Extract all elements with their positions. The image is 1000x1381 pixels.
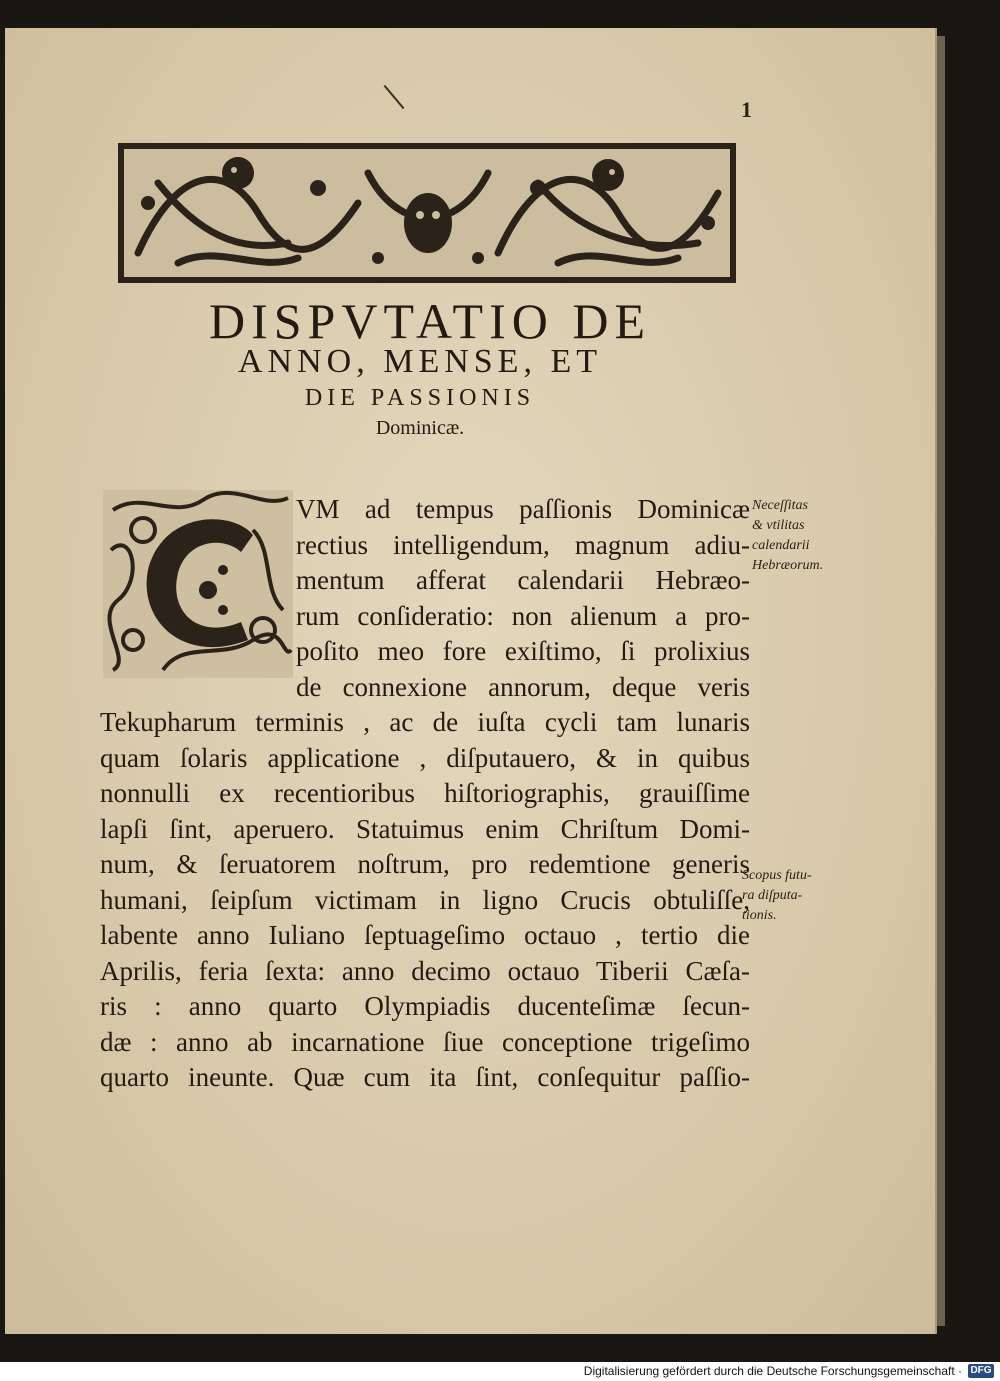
- title-line-4: Dominicæ.: [375, 417, 465, 439]
- text-line: lapſi ſint, aperuero. Statuimus enim Chriſtum Domi-: [100, 813, 750, 844]
- text-line: poſito meo fore exiſtimo, ſi prolixius: [296, 636, 750, 666]
- margin-note-line: ra diſputa-: [742, 888, 803, 903]
- text-line: quarto ineunte. Quæ cum ita ſint, conſequitur paſſio-: [100, 1062, 750, 1092]
- text-line: quam ſolaris applicatione , diſputauero, & in quibus: [100, 742, 750, 773]
- title-line-3: DIE PASSIONIS: [304, 385, 536, 411]
- margin-note-line: Hebræorum.: [752, 558, 824, 573]
- text-line: rum conſideratio: non alienum a pro-: [296, 600, 750, 631]
- text-line: rectius intelligendum, magnum adiu-: [296, 529, 750, 560]
- text-line: mentum afferat calendarii Hebræo-: [296, 565, 750, 595]
- margin-note-1: [752, 496, 847, 576]
- text-line: VM ad tempus paſſionis Dominicæ: [296, 494, 750, 524]
- page-number: 1: [741, 97, 752, 122]
- margin-note-line: calendarii: [752, 538, 810, 553]
- margin-note-line: Neceſſitas: [752, 498, 808, 513]
- text-line: labente anno Iuliano ſeptuageſimo octauo , tertio die: [100, 920, 750, 950]
- ornamental-headpiece-icon: [118, 143, 736, 283]
- text-line: de connexione annorum, deque veris: [296, 671, 750, 702]
- funding-notice: Digitalisierung gefördert durch die Deutsche Forschungsgemeinschaft ·: [583, 1364, 962, 1378]
- text-line: ris : anno quarto Olympiadis ducenteſimæ ſecun-: [100, 991, 750, 1021]
- text-line: dæ : anno ab incarnatione ſiue conceptione trigeſimo: [100, 1026, 750, 1057]
- margin-note-line: tionis.: [742, 908, 777, 923]
- title-line-2: ANNO, MENSE, ET: [238, 343, 602, 380]
- margin-note-line: & vtilitas: [752, 518, 805, 533]
- text-line: nonnulli ex recentioribus hiſtoriographis, grauiſſime: [100, 778, 750, 808]
- text-line: humani, ſeipſum victimam in ligno Crucis obtuliſſe,: [100, 884, 750, 915]
- title-line-1: DISPVTATIO DE: [208, 293, 652, 349]
- footer-bar: [0, 1362, 1000, 1381]
- body-paragraph: [100, 492, 750, 1096]
- text-line: num, & ſeruatorem noſtrum, pro redemtione generis: [100, 849, 750, 879]
- dfg-logo-icon: DFG: [968, 1364, 994, 1378]
- margin-note-line: Scopus futu-: [742, 868, 812, 883]
- text-line: Tekupharum terminis , ac de iuſta cycli tam lunaris: [100, 707, 750, 737]
- text-line: Aprilis, feria ſexta: anno decimo octauo Tiberii Cæſa-: [100, 955, 750, 986]
- margin-note-2: [742, 866, 837, 926]
